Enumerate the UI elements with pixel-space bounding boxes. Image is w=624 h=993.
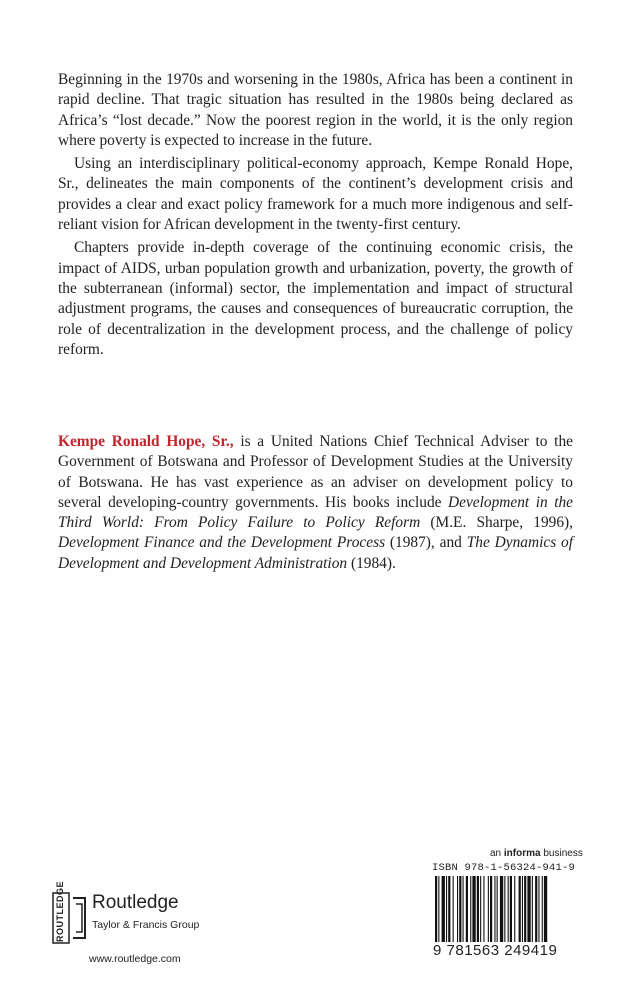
barcode-bar	[448, 876, 450, 946]
publisher-name: Routledge	[92, 892, 179, 913]
barcode-bar	[519, 876, 521, 946]
barcode-bar	[459, 876, 461, 946]
barcode-bar	[500, 876, 503, 946]
barcode-bar	[508, 876, 509, 946]
barcode-bar	[538, 876, 539, 946]
barcode-bar	[472, 876, 475, 946]
blurb-paragraph-2: Using an interdisciplinary political-economy approach, Kempe Ronald Hope, Sr., delineates the main components of the continent’s development crisis and provides a clear and exact policy framework for a much more indigenous and self-reliant vision for African development in the twenty-first century.	[58, 155, 573, 234]
barcode-number	[432, 942, 588, 959]
barcode-bar	[435, 876, 437, 946]
barcode-bar	[453, 876, 454, 946]
book-title-1: Development in the Third World: From Policy Failure to Policy Reform	[58, 493, 573, 532]
barcode-bar	[497, 876, 498, 946]
bio-text-2: (M.E. Sharpe, 1996),	[420, 514, 574, 532]
bio-text-3: (1987), and	[385, 534, 467, 552]
author-bio	[58, 432, 573, 574]
informa-suffix: business	[540, 848, 583, 859]
barcode-bar	[477, 876, 479, 946]
publisher-url: www.routledge.com	[89, 953, 181, 965]
blurb-paragraph-3: Chapters provide in-depth coverage of the continuing economic crisis, the impact of AIDS, urban population growth and urbanization, poverty, the growth of the subterranean (informal) sector, the implementation and impact of structural adjustment programs, the causes and consequences of bureaucratic corruption, the role of decentralization in the development process, and the challenge of policy reform.	[58, 239, 573, 358]
routledge-logo	[52, 880, 252, 962]
informa-prefix: an	[490, 848, 504, 859]
author-name: Kempe Ronald Hope, Sr.,	[58, 433, 234, 450]
barcode-bar	[524, 876, 526, 946]
barcode-bar	[522, 876, 523, 946]
barcode-bar	[442, 876, 445, 946]
informa-brand: informa	[503, 848, 541, 859]
publisher-group: Taylor & Francis Group	[92, 919, 200, 931]
publisher-vertical-text: ROUTLEDGE	[55, 880, 65, 942]
barcode-bar	[504, 876, 505, 946]
barcode-bar	[544, 876, 547, 946]
barcode-bar	[510, 876, 512, 946]
informa-tagline	[490, 848, 583, 859]
barcode-bar	[514, 876, 515, 946]
barcode-bar	[446, 876, 447, 946]
description-blurb	[58, 70, 573, 360]
barcode-bar	[463, 876, 464, 946]
book-title-2: Development Finance and the Development Process	[58, 534, 386, 552]
barcode-bar	[470, 876, 471, 946]
barcode-bar	[542, 876, 543, 946]
author-bio-paragraph	[58, 432, 573, 574]
barcode-bar	[532, 876, 533, 946]
bio-text-4: (1984).	[347, 554, 396, 572]
barcode-bar	[480, 876, 481, 946]
barcode-bar	[527, 876, 530, 946]
barcode-bar	[457, 876, 458, 946]
blurb-paragraph-1: Beginning in the 1970s and worsening in the 1980s, Africa has been a continent in rapid decline. That tragic situation has resulted in the 1980s being declared as Africa’s “lost decade.” Now the poorest region in the world, it is the only region where poverty is expected to increase in the future.	[58, 71, 573, 149]
barcode-bar	[488, 876, 489, 946]
bio-text-1: is a United Nations Chief Technical Adviser to the Government of Botswana and Professor of Development Studies at the University of Botswana. He has vast experience as an adviser on development policy to several developing-country governments. His books include	[58, 433, 573, 511]
isbn-label: ISBN 978-1-56324-941-9	[432, 862, 576, 874]
barcode-bar	[535, 876, 537, 946]
barcode-bar	[490, 876, 492, 946]
book-title-3: The Dynamics of Development and Development Administration	[58, 534, 573, 572]
barcode-bar	[466, 876, 468, 946]
barcode-bar	[483, 876, 484, 946]
barcode-bar	[494, 876, 495, 946]
barcode-bar	[438, 876, 439, 946]
barcode-digits: 9 781563 249419	[433, 942, 558, 959]
